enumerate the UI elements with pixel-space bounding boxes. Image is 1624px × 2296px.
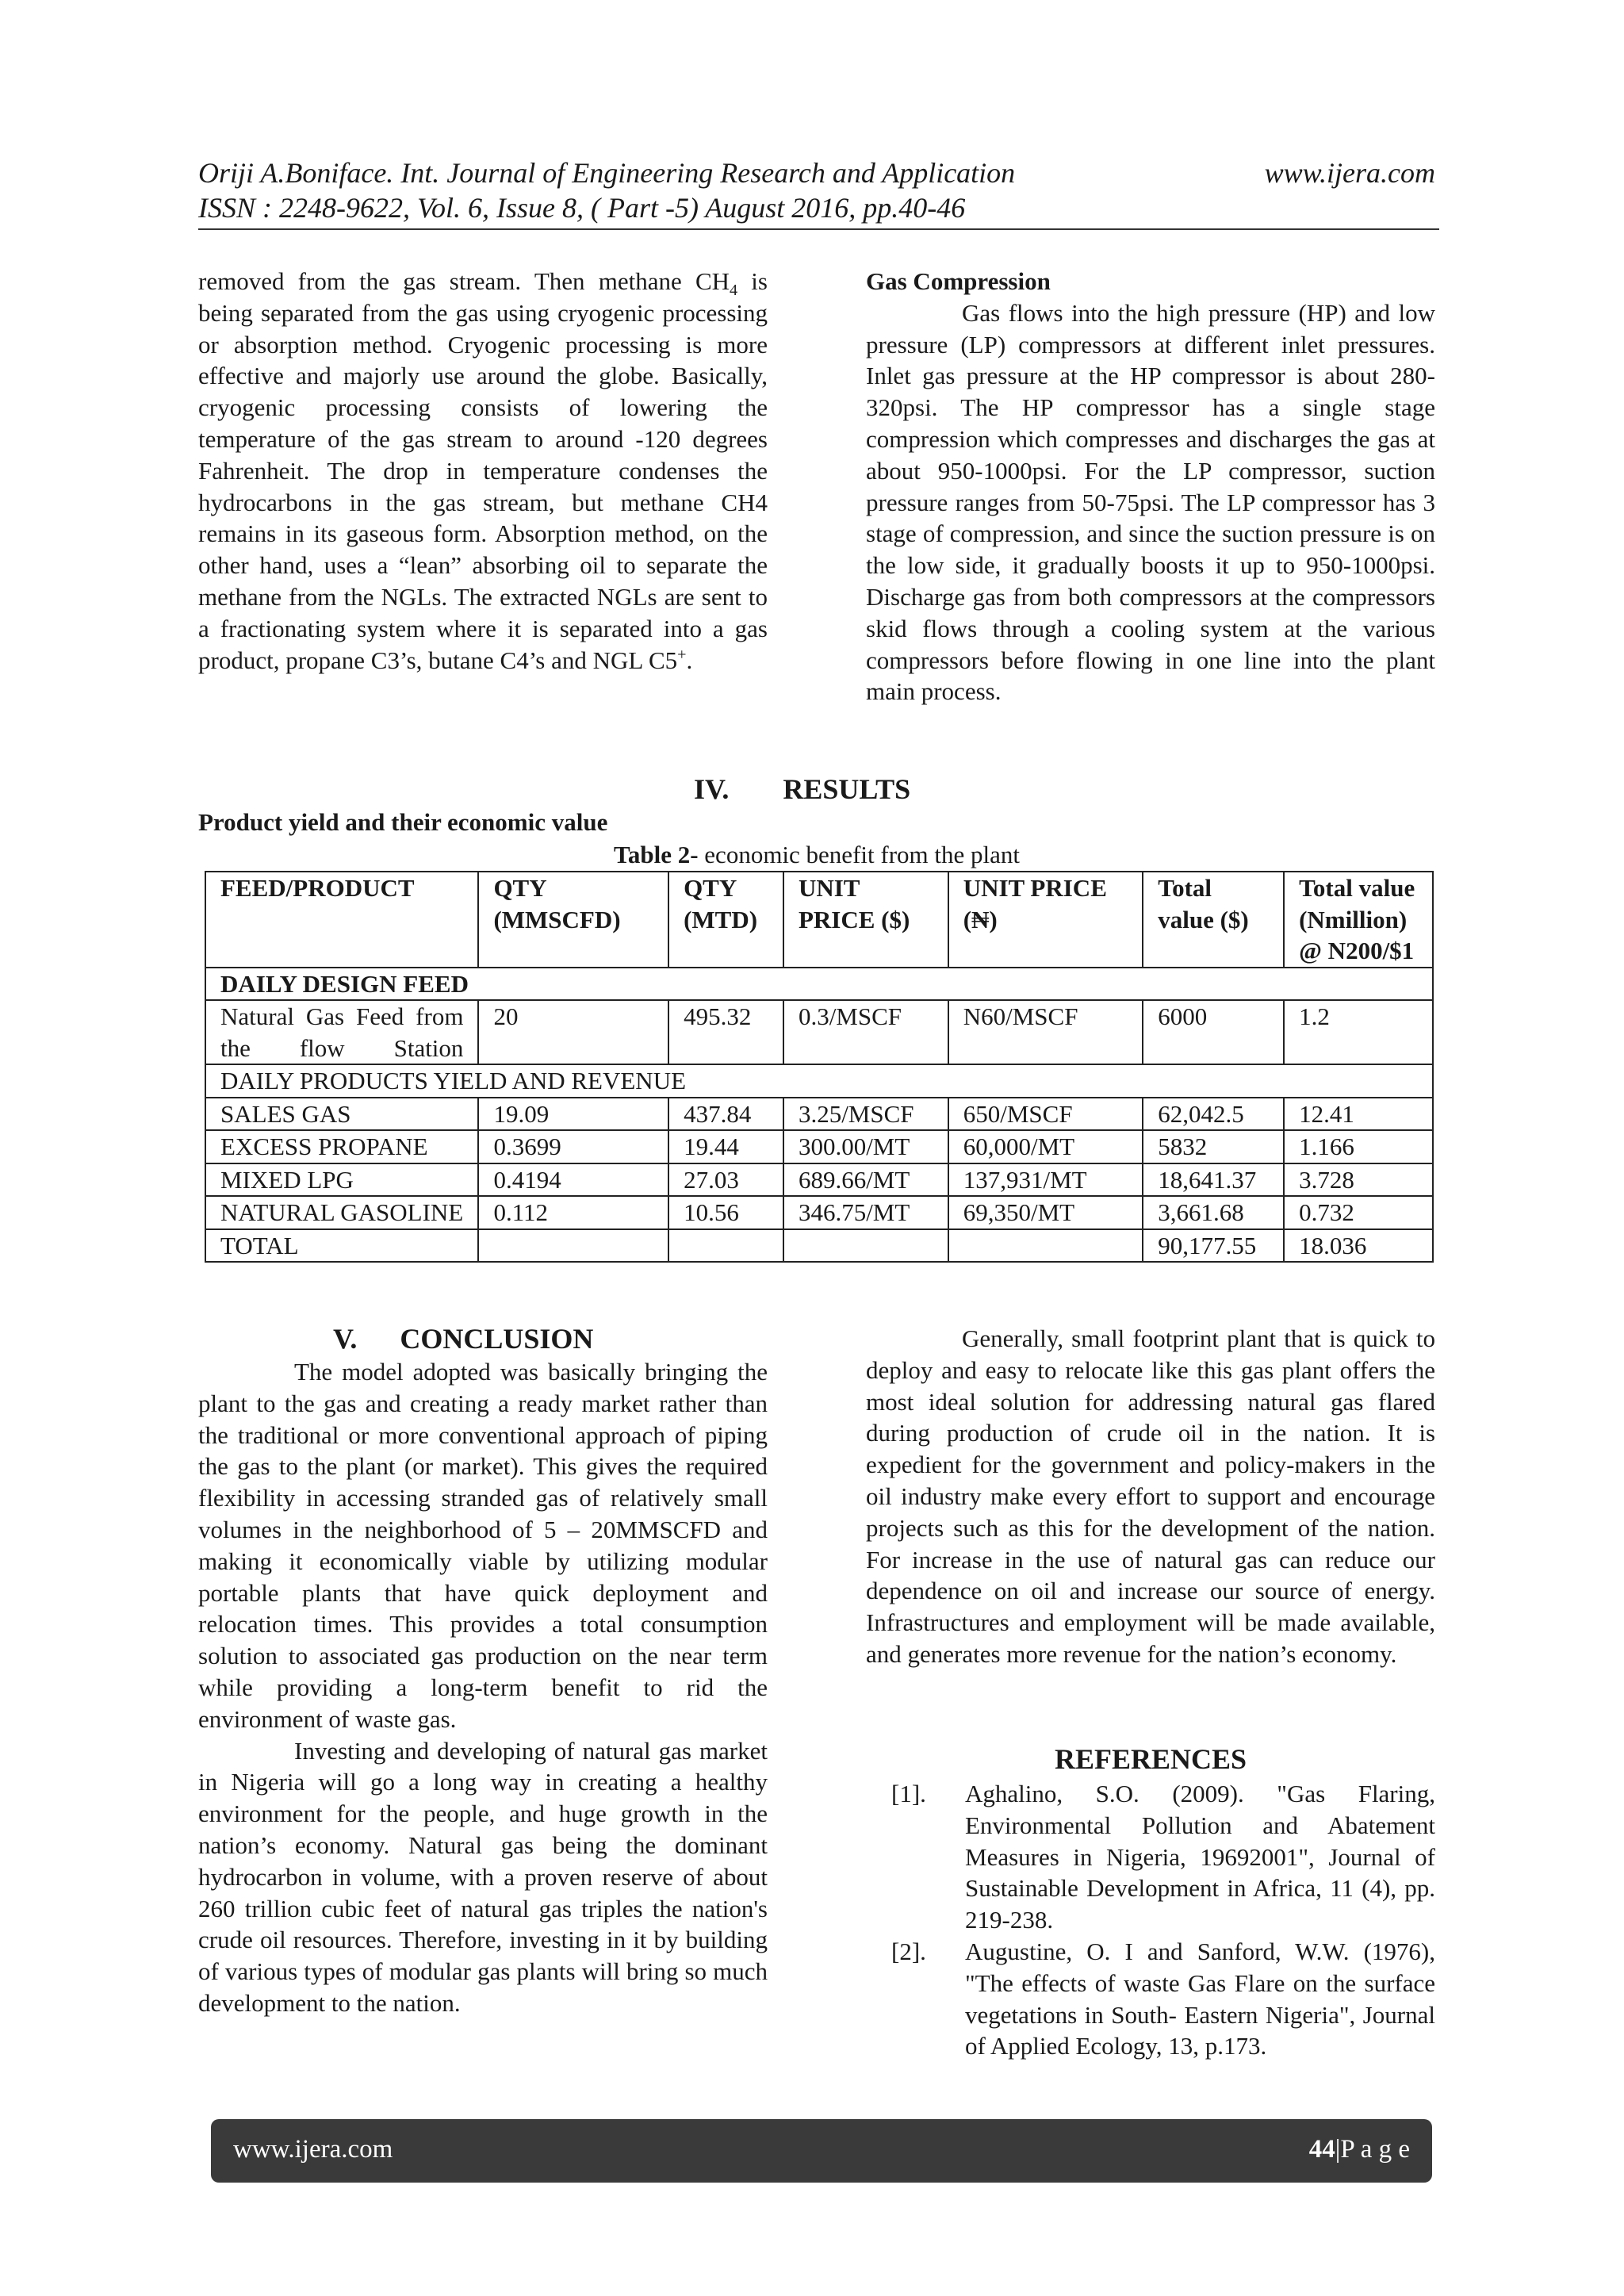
section-row-products-yield: DAILY PRODUCTS YIELD AND REVENUE <box>205 1064 1433 1098</box>
reference-item: [1]. Aghalino, S.O. (2009). "Gas Flaring, Environmental Pollution and Abatement Measures in Nigeria, 19692001", Journal of Sustainable Development in Africa, 11 (4), pp. 219-238. <box>891 1780 1435 1934</box>
page-number: 44|P a g e <box>1308 2135 1410 2164</box>
results-heading: IV. RESULTS <box>694 773 911 805</box>
right-column-top <box>866 266 1435 707</box>
journal-citation: Oriji A.Boniface. Int. Journal of Engineering Research and Application <box>198 157 1016 189</box>
gas-compression-paragraph: Gas flows into the high pressure (HP) and low pressure (LP) compressors at different inlet pressures. Inlet gas pressure at the HP compressor is about 280-320psi. The HP compressor has a single stage compression which compresses and discharges the gas at about 950-1000psi. For the LP compressor, suction pressure ranges from 50-75psi. The LP compressor has 3 stage of compression, and since the suction pressure is on the low side, it gradually boosts it up to 950-1000psi. Discharge gas from both compressors at the compressors skid flows through a cooling system at the various compressors before flowing in one line into the plant main process. <box>866 298 1435 706</box>
table-total-row: TOTAL 90,177.55 18.036 <box>205 1229 1433 1263</box>
conclusion-heading: V. CONCLUSION <box>333 1323 594 1355</box>
gas-compression-heading: Gas Compression <box>866 267 1051 295</box>
header-qty-mmscfd: QTY (MMSCFD) <box>478 872 668 968</box>
table-header-row <box>205 872 1433 968</box>
header-rule <box>198 228 1439 230</box>
reference-item: [2]. Augustine, O. I and Sanford, W.W. (1976), "The effects of waste Gas Flare on the surface vegetations in South- Eastern Nigeria", Journal of Applied Ecology, 13, p.173. <box>891 1937 1435 2060</box>
left-column-bottom <box>198 1356 768 2019</box>
page-footer <box>211 2119 1432 2183</box>
footer-website: www.ijera.com <box>233 2135 393 2164</box>
results-subheading: Product yield and their economic value <box>198 808 608 836</box>
table-row: Natural Gas Feed from the flow Station 20 495.32 0.3/MSCF N60/MSCF 6000 1.2 <box>205 1000 1433 1064</box>
references-heading: REFERENCES <box>1054 1743 1247 1775</box>
header-total-value-naira: Total value (Nmillion) @ N200/$1 <box>1284 872 1433 968</box>
right-column-bottom <box>866 1323 1435 1670</box>
table-row: EXCESS PROPANE 0.3699 19.44 300.00/MT 60,000/MT 5832 1.166 <box>205 1130 1433 1163</box>
references-list <box>866 1778 1435 2062</box>
economic-benefit-table <box>205 871 1434 1263</box>
header-qty-mtd: QTY (MTD) <box>668 872 783 968</box>
cryogenic-paragraph: removed from the gas stream. Then methane $CH_4$ is being separated from the gas using cryogenic processing or absorption method. Cryogenic processing is more effective and majorly use around the globe. Basically, cryogenic processing consists of lowering the temperature of the gas stream to around -120 degrees Fahrenheit. The drop in temperature condenses the hydrocarbons in the gas stream, but methane CH4 remains in its gaseous form. Absorption method, on the other hand, uses a “lean” absorbing oil to separate the methane from the NGLs. The extracted NGLs are sent to a fractionating system where it is separated into a gas product, propane C3’s, butane C4’s and NGL C5+. <box>198 267 768 674</box>
table-row: MIXED LPG 0.4194 27.03 689.66/MT 137,931/MT 18,641.37 3.728 <box>205 1163 1433 1197</box>
journal-website: www.ijera.com <box>1264 157 1435 189</box>
header-feed-product: FEED/PRODUCT <box>205 872 478 968</box>
left-column-top <box>198 266 768 676</box>
conclusion-paragraph-2: Investing and developing of natural gas market in Nigeria will go a long way in creating a healthy environment for the people, and huge growth in the nation’s economy. Natural gas being the dominant hydrocarbon in volume, with a proven reserve of about 260 trillion cubic feet of natural gas triples the nation's crude oil resources. Therefore, investing in it by building of various types of modular gas plants will bring so much development to the nation. <box>198 1736 768 2017</box>
header-unit-price-usd: UNIT PRICE ($) <box>783 872 948 968</box>
table-caption: Table 2- economic benefit from the plant <box>614 841 1020 868</box>
header-total-value-usd: Total value ($) <box>1143 872 1284 968</box>
section-row-design-feed: DAILY DESIGN FEED <box>205 968 1433 1001</box>
conclusion-paragraph-1: The model adopted was basically bringing the plant to the gas and creating a ready market rather than the traditional or more conventional approach of piping the gas to the plant (or market). This gives the required flexibility in accessing stranded gas of relatively small volumes in the neighborhood of 5 – 20MMSCFD and making it economically viable by utilizing modular portable plants that have quick deployment and relocation times. This provides a total consumption solution to associated gas production on the near term while providing a long-term benefit to rid the environment of waste gas. <box>198 1358 768 1733</box>
header-unit-price-naira: UNIT PRICE (₦) <box>948 872 1143 968</box>
running-header <box>198 155 1435 190</box>
table-row: NATURAL GASOLINE 0.112 10.56 346.75/MT 69,350/MT 3,661.68 0.732 <box>205 1196 1433 1229</box>
issn-line: ISSN : 2248-9622, Vol. 6, Issue 8, ( Part -5) August 2016, pp.40-46 <box>198 192 966 224</box>
conclusion-paragraph-3: Generally, small footprint plant that is quick to deploy and easy to relocate like this gas plant offers the most ideal solution for addressing natural gas flared during production of crude oil in the nation. It is expedient for the government and policy-makers in the oil industry make every effort to support and encourage projects such as this for the development of the nation. For increase in the use of natural gas can reduce our dependence on oil and increase our source of energy. Infrastructures and employment will be made available, and generates more revenue for the nation’s economy. <box>866 1324 1435 1668</box>
table-row: SALES GAS 19.09 437.84 3.25/MSCF 650/MSCF 62,042.5 12.41 <box>205 1098 1433 1131</box>
